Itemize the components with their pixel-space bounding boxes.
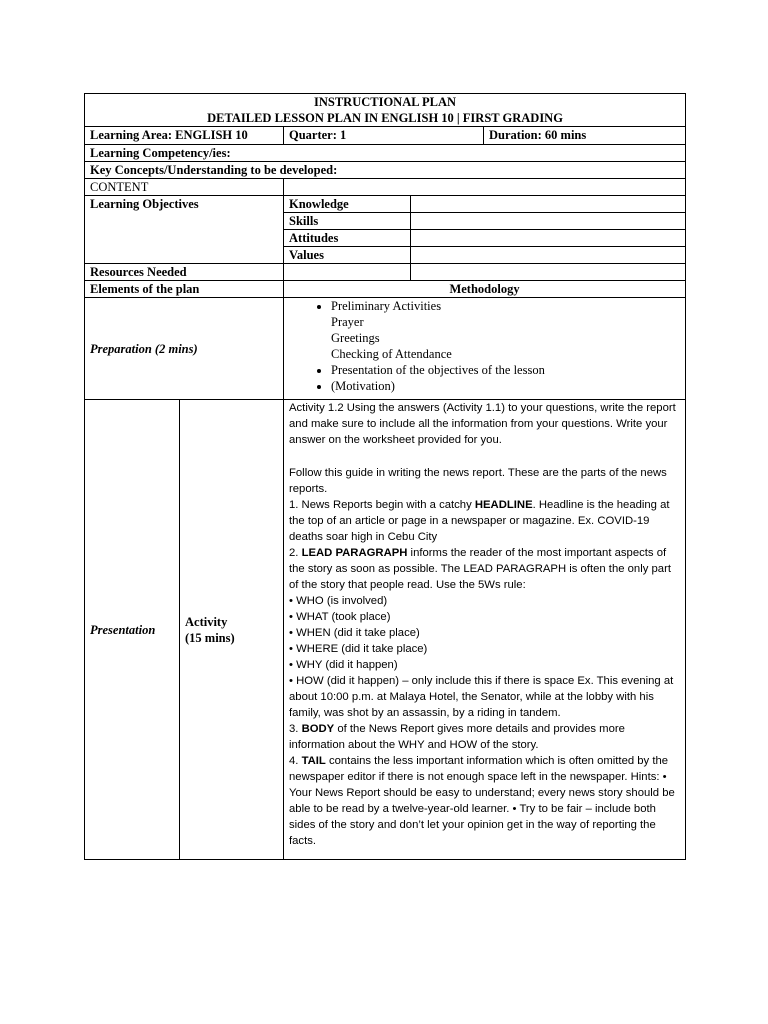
tail-prefix: 4. bbox=[289, 755, 302, 767]
headline-paragraph bbox=[289, 497, 680, 545]
body-paragraph bbox=[289, 721, 680, 753]
learning-area: Learning Area: ENGLISH 10 bbox=[85, 127, 284, 145]
headline-prefix: 1. News Reports begin with a catchy bbox=[289, 499, 475, 511]
skills-label: Skills bbox=[284, 213, 411, 230]
title-instructional-plan: INSTRUCTIONAL PLAN bbox=[314, 95, 457, 109]
attitudes-label: Attitudes bbox=[284, 230, 411, 247]
list-item bbox=[331, 298, 680, 362]
guide-text: Follow this guide in writing the news report. These are the parts of the news reports. bbox=[289, 467, 667, 495]
objectives-row-knowledge bbox=[85, 196, 686, 213]
checking-attendance: Checking of Attendance bbox=[331, 347, 452, 361]
tail-term: TAIL bbox=[301, 755, 326, 767]
why-item: • WHY (did it happen) bbox=[289, 659, 398, 671]
skills-value bbox=[411, 213, 686, 230]
values-label: Values bbox=[284, 247, 411, 264]
attitudes-value bbox=[411, 230, 686, 247]
lesson-plan-table bbox=[84, 93, 686, 860]
where-item: • WHERE (did it take place) bbox=[289, 643, 428, 655]
when-item: • WHEN (did it take place) bbox=[289, 627, 420, 639]
preliminary-list bbox=[289, 298, 680, 394]
knowledge-label: Knowledge bbox=[284, 196, 411, 213]
preparation-label: Preparation (2 mins) bbox=[85, 298, 284, 400]
activity-time: (15 mins) bbox=[185, 630, 235, 645]
activity-intro: Activity 1.2 Using the answers (Activity 1.1) to your questions, write the report and make sure to include all the information from your questions. Write your answer on the worksheet provided for you. bbox=[289, 402, 676, 446]
values-value bbox=[411, 247, 686, 264]
learning-objectives-label: Learning Objectives bbox=[85, 196, 284, 264]
competency-row bbox=[85, 145, 686, 162]
body-text: of the News Report gives more details and provides more information about the WHY and HOW of the story. bbox=[289, 723, 625, 751]
content-value bbox=[284, 179, 686, 196]
activity-label: Activity bbox=[185, 614, 228, 629]
methodology-header: Methodology bbox=[284, 281, 686, 298]
preparation-row bbox=[85, 298, 686, 400]
duration: Duration: 60 mins bbox=[484, 127, 686, 145]
info-row bbox=[85, 127, 686, 145]
key-concepts-row bbox=[85, 162, 686, 179]
elements-of-the-plan: Elements of the plan bbox=[85, 281, 284, 298]
list-item: • (Motivation) bbox=[331, 378, 680, 394]
key-concepts: Key Concepts/Understanding to be developed: bbox=[85, 162, 686, 179]
tail-paragraph bbox=[289, 753, 680, 849]
content-row bbox=[85, 179, 686, 196]
lead-term: LEAD PARAGRAPH bbox=[301, 547, 408, 559]
content-label: CONTENT bbox=[85, 179, 284, 196]
elements-row bbox=[85, 281, 686, 298]
presentation-label: Presentation bbox=[85, 400, 180, 860]
learning-competency: Learning Competency/ies: bbox=[85, 145, 686, 162]
body-prefix: 3. bbox=[289, 723, 302, 735]
what-item: • WHAT (took place) bbox=[289, 611, 391, 623]
activity-instructions bbox=[284, 400, 686, 860]
lead-text: informs the reader of the most important aspects of the story as soon as possible. The LEAD PARAGRAPH is often the only part of the story that people read. Use the 5Ws rule: bbox=[289, 547, 671, 591]
presentation-row bbox=[85, 400, 686, 860]
headline-text: . Headline is the heading at the top of an article or page in a newspaper or magazine. Ex. COVID-19 deaths soar high in Cebu City bbox=[289, 499, 670, 543]
headline-term: HEADLINE bbox=[474, 499, 533, 511]
title-detailed-lesson-plan: DETAILED LESSON PLAN IN ENGLISH 10 | FIRST GRADING bbox=[207, 111, 563, 125]
resources-value-b bbox=[411, 264, 686, 281]
prayer: Prayer bbox=[331, 315, 364, 329]
lead-paragraph bbox=[289, 545, 680, 593]
tail-text: contains the less important information which is often omitted by the newspaper editor if there is not enough space left in the newspaper. Hints: • Your News Report should be easy to understand; every news story should be able to be read by a twelve-year-old learner. • Try to be fair – include both sides of the story and don’t let your opinion get in the way of reporting the facts. bbox=[289, 755, 675, 847]
who-item: • WHO (is involved) bbox=[289, 595, 388, 607]
lead-prefix: 2. bbox=[289, 547, 302, 559]
preparation-activities bbox=[284, 298, 686, 400]
greetings: Greetings bbox=[331, 331, 380, 345]
quarter: Quarter: 1 bbox=[284, 127, 484, 145]
title-cell bbox=[85, 94, 686, 127]
resources-needed-label: Resources Needed bbox=[85, 264, 284, 281]
body-term: BODY bbox=[301, 723, 335, 735]
resources-value-a bbox=[284, 264, 411, 281]
preliminary-activities: Preliminary Activities bbox=[331, 299, 442, 313]
list-item: • Presentation of the objectives of the lesson bbox=[331, 362, 680, 378]
spacer bbox=[289, 448, 680, 465]
title-row bbox=[85, 94, 686, 127]
activity-cell bbox=[180, 400, 284, 860]
resources-row bbox=[85, 264, 686, 281]
knowledge-value bbox=[411, 196, 686, 213]
how-item: • HOW (did it happen) – only include this if there is space Ex. This evening at about 10:00 p.m. at Malaya Hotel, the Senator, while at the lobby with his family, was shot by an assassin, by a riding in tandem. bbox=[289, 675, 674, 719]
